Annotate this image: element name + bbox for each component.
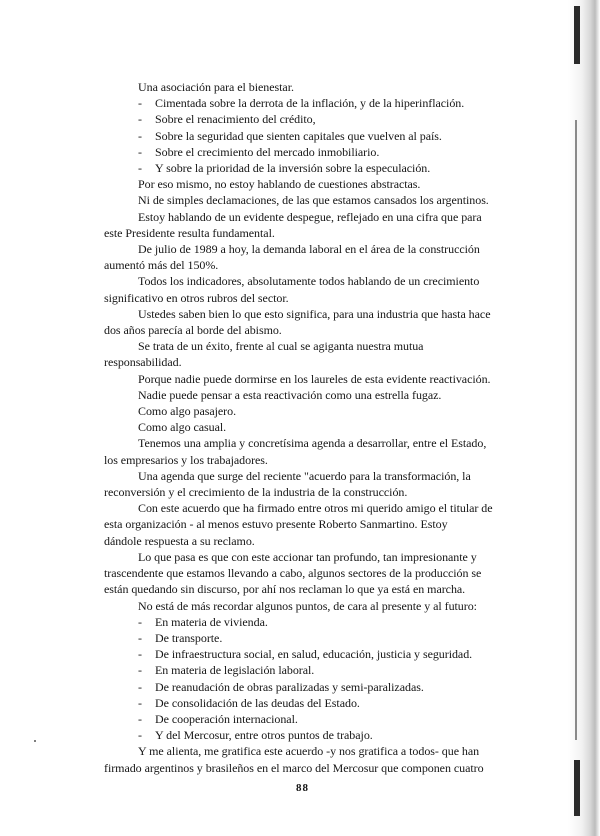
line-text: De julio de 1989 a hoy, la demanda laboral en el área de la construcción <box>138 242 480 257</box>
line-text: reconversión y el crecimiento de la industria de la construcción. <box>104 485 408 500</box>
line-text: Porque nadie puede dormirse en los laureles de esta evidente reactivación. <box>138 371 491 386</box>
scan-edge-shadow <box>568 0 600 836</box>
text-line <box>104 581 522 597</box>
text-line <box>104 290 522 306</box>
bullet-dash: - <box>138 112 142 127</box>
bullet-line <box>104 662 522 678</box>
text-line <box>104 533 522 549</box>
text-line <box>104 273 522 289</box>
line-text: Nadie puede pensar a esta reactivación como una estrella fugaz. <box>138 387 442 402</box>
text-line <box>104 225 522 241</box>
text-line <box>104 354 522 370</box>
line-text: Todos los indicadores, absolutamente todos hablando de un crecimiento <box>138 274 480 289</box>
line-text: De reanudación de obras paralizadas y semi-paralizadas. <box>155 679 424 694</box>
bullet-line <box>104 679 522 695</box>
line-text: De infraestructura social, en salud, educación, justicia y seguridad. <box>155 647 473 662</box>
line-text: No está de más recordar algunos puntos, de cara al presente y al futuro: <box>138 598 477 613</box>
line-text: firmado argentinos y brasileños en el marco del Mercosur que componen cuatro <box>104 760 484 775</box>
line-text: En materia de vivienda. <box>155 614 268 629</box>
line-text: En materia de legislación laboral. <box>155 663 315 678</box>
line-text: De cooperación internacional. <box>155 711 298 726</box>
line-text: Ni de simples declamaciones, de las que estamos cansados los argentinos. <box>138 193 489 208</box>
line-text: están quedando sin discurso, por ahí nos reclaman lo que ya está en marcha. <box>104 582 466 597</box>
bullet-dash: - <box>138 161 142 176</box>
bullet-dash: - <box>138 679 142 694</box>
text-line <box>104 403 522 419</box>
line-text: Sobre la seguridad que sienten capitales que vuelven al país. <box>155 128 442 143</box>
bullet-dash: - <box>138 630 142 645</box>
line-text: Y del Mercosur, entre otros puntos de trabajo. <box>155 728 373 743</box>
line-text: Como algo pasajero. <box>138 404 237 419</box>
line-text: esta organización - al menos estuvo presente Roberto Sanmartino. Estoy <box>104 517 448 532</box>
text-line <box>104 192 522 208</box>
body-text <box>104 79 522 776</box>
text-line <box>104 760 522 776</box>
bullet-line <box>104 695 522 711</box>
bullet-line <box>104 160 522 176</box>
text-line <box>104 598 522 614</box>
bullet-line <box>104 128 522 144</box>
page-number: 88 <box>296 782 309 794</box>
line-text: Ustedes saben bien lo que esto significa, para una industria que hasta hace <box>138 306 491 321</box>
line-text: Se trata de un éxito, frente al cual se agiganta nuestra mutua <box>138 339 424 354</box>
line-text: Lo que pasa es que con este accionar tan profundo, tan impresionante y <box>138 549 477 564</box>
bullet-dash: - <box>138 128 142 143</box>
bullet-line <box>104 614 522 630</box>
line-text: este Presidente resulta fundamental. <box>104 225 275 240</box>
line-text: los empresarios y los trabajadores. <box>104 452 268 467</box>
line-text: Sobre el crecimiento del mercado inmobiliario. <box>155 144 380 159</box>
scan-speck <box>34 740 36 742</box>
bullet-line <box>104 144 522 160</box>
scan-edge-line <box>575 120 577 740</box>
scan-edge-mark <box>574 760 580 816</box>
text-line <box>104 322 522 338</box>
text-line <box>104 257 522 273</box>
text-line <box>104 387 522 403</box>
text-line <box>104 468 522 484</box>
line-text: Y me alienta, me gratifica este acuerdo -y nos gratifica a todos- que han <box>138 744 480 759</box>
bullet-dash: - <box>138 728 142 743</box>
bullet-dash: - <box>138 614 142 629</box>
line-text: Y sobre la prioridad de la inversión sobre la especulación. <box>155 161 431 176</box>
line-text: Tenemos una amplia y concretísima agenda a desarrollar, entre el Estado, <box>138 436 487 451</box>
text-line <box>104 241 522 257</box>
text-line <box>104 565 522 581</box>
line-text: Una asociación para el bienestar. <box>138 80 294 94</box>
text-line <box>104 419 522 435</box>
text-line <box>104 549 522 565</box>
line-text: responsabilidad. <box>104 355 182 370</box>
text-line <box>104 306 522 322</box>
bullet-line <box>104 711 522 727</box>
bullet-line <box>104 95 522 111</box>
line-text: De transporte. <box>155 630 223 645</box>
bullet-line <box>104 630 522 646</box>
text-line <box>104 500 522 516</box>
line-text: Cimentada sobre la derrota de la inflación, y de la hiperinflación. <box>155 96 465 111</box>
bullet-dash: - <box>138 144 142 159</box>
line-text: dos años parecía al borde del abismo. <box>104 323 282 338</box>
line-text: Con este acuerdo que ha firmado entre otros mi querido amigo el titular de <box>138 501 493 516</box>
text-line <box>104 743 522 759</box>
bullet-dash: - <box>138 695 142 710</box>
line-text: aumentó más del 150%. <box>104 258 219 273</box>
text-line <box>104 484 522 500</box>
bullet-dash: - <box>138 647 142 662</box>
text-line <box>104 209 522 225</box>
line-text: Como algo casual. <box>138 420 227 435</box>
line-text: dándole respuesta a su reclamo. <box>104 533 255 548</box>
line-text: Estoy hablando de un evidente despegue, reflejado en una cifra que para <box>138 209 482 224</box>
bullet-line <box>104 727 522 743</box>
line-text: trascendente que estamos llevando a cabo, algunos sectores de la producción se <box>104 566 482 581</box>
scan-edge-mark <box>574 6 580 64</box>
line-text: Una agenda que surge del reciente "acuerdo para la transformación, la <box>138 468 471 483</box>
text-line <box>104 452 522 468</box>
line-text: significativo en otros rubros del sector. <box>104 290 289 305</box>
bullet-line <box>104 646 522 662</box>
line-text: De consolidación de las deudas del Estado. <box>155 695 360 710</box>
bullet-dash: - <box>138 711 142 726</box>
bullet-line <box>104 111 522 127</box>
text-line <box>104 371 522 387</box>
text-line <box>104 435 522 451</box>
text-line <box>104 338 522 354</box>
text-line <box>104 79 522 95</box>
bullet-dash: - <box>138 96 142 111</box>
bullet-dash: - <box>138 663 142 678</box>
text-line <box>104 516 522 532</box>
text-line <box>104 176 522 192</box>
line-text: Sobre el renacimiento del crédito, <box>155 112 316 127</box>
line-text: Por eso mismo, no estoy hablando de cuestiones abstractas. <box>138 177 421 192</box>
